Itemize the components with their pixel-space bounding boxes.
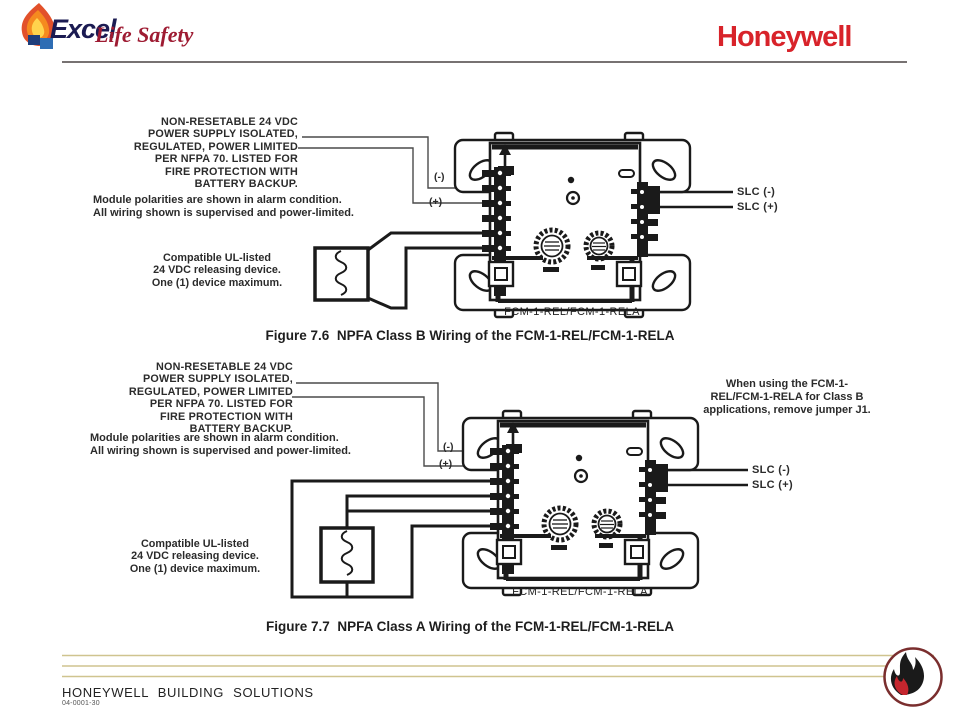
note-line: REGULATED, POWER LIMITED <box>128 385 293 398</box>
fig77-neg-label: (-) <box>443 441 454 453</box>
honeywell-logo-text: Honeywell <box>717 21 852 53</box>
fig77-jumper-note <box>687 378 887 417</box>
note-line: 24 VDC releasing device. <box>153 264 281 277</box>
note-line: PER NFPA 70. LISTED FOR <box>149 398 293 411</box>
note-line: NON-RESETABLE 24 VDC <box>156 361 293 373</box>
note-line: 24 VDC releasing device. <box>131 550 259 563</box>
footer-flame-icon <box>885 649 942 706</box>
footer-company-text: HONEYWELL BUILDING SOLUTIONS <box>62 685 314 700</box>
note-line: POWER SUPPLY ISOLATED, <box>143 373 293 386</box>
fig77-psu-note <box>58 361 293 435</box>
footer-doc-number: 04-0001-30 <box>62 700 100 707</box>
note-line: All wiring shown is supervised and power-limited. <box>90 444 351 457</box>
fig77-slc-neg-label: SLC (-) <box>752 464 791 476</box>
note-line: REGULATED, POWER LIMITED <box>133 140 298 153</box>
note-line: Module polarities are shown in alarm condition. <box>90 432 339 444</box>
note-line: One (1) device maximum. <box>129 562 261 575</box>
fig76-pos-label: (+) <box>429 196 443 208</box>
fig77-polarity-note <box>90 432 351 458</box>
fcm-module-fig77 <box>463 411 698 595</box>
fig77-caption: Figure 7.7 NPFA Class A Wiring of the FCM-1-REL/FCM-1-RELA <box>266 619 674 634</box>
fig77-slc-pos-label: SLC (+) <box>752 479 793 491</box>
note-line: Compatible UL-listed <box>163 252 271 264</box>
note-line: BATTERY BACKUP. <box>194 178 298 191</box>
excel-logo-text: Excel <box>50 14 116 44</box>
fig76-device-note <box>131 252 303 289</box>
fig76-slc-pos-label: SLC (+) <box>737 201 778 213</box>
note-line: applications, remove jumper J1. <box>703 404 871 416</box>
fig76-releasing-device <box>315 248 368 300</box>
footer-rules <box>62 656 934 677</box>
fig77-pos-label: (+) <box>439 458 453 470</box>
note-line: POWER SUPPLY ISOLATED, <box>148 128 298 141</box>
note-line: FIRE PROTECTION WITH <box>165 165 298 178</box>
fig76-caption: Figure 7.6 NPFA Class B Wiring of the FCM-1-REL/FCM-1-RELA <box>265 328 675 343</box>
fcm-module-fig76 <box>455 133 690 317</box>
fig76-polarity-note <box>93 194 354 220</box>
note-line: Compatible UL-listed <box>141 538 249 550</box>
note-line: REL/FCM-1-RELA for Class B <box>710 391 864 403</box>
note-line: PER NFPA 70. LISTED FOR <box>154 153 298 166</box>
fig77-module-label: FCM-1-REL/FCM-1-RELA <box>512 586 648 598</box>
fig76-module-label: FCM-1-REL/FCM-1-RELA <box>504 306 640 318</box>
note-line: When using the FCM-1- <box>725 378 849 390</box>
note-line: One (1) device maximum. <box>151 276 283 289</box>
note-line: Module polarities are shown in alarm condition. <box>93 194 342 206</box>
note-line: NON-RESETABLE 24 VDC <box>161 116 298 128</box>
note-line: All wiring shown is supervised and power-limited. <box>93 206 354 219</box>
fig76-neg-label: (-) <box>434 171 445 183</box>
fig76-slc-neg-label: SLC (-) <box>737 186 776 198</box>
fig77-device-note <box>109 538 281 575</box>
life-safety-logo-text: Life Safety <box>95 22 194 47</box>
fig77-releasing-device <box>321 528 373 582</box>
note-line: BATTERY BACKUP. <box>189 423 293 436</box>
note-line: FIRE PROTECTION WITH <box>160 410 293 423</box>
fig76-psu-note <box>63 116 298 190</box>
